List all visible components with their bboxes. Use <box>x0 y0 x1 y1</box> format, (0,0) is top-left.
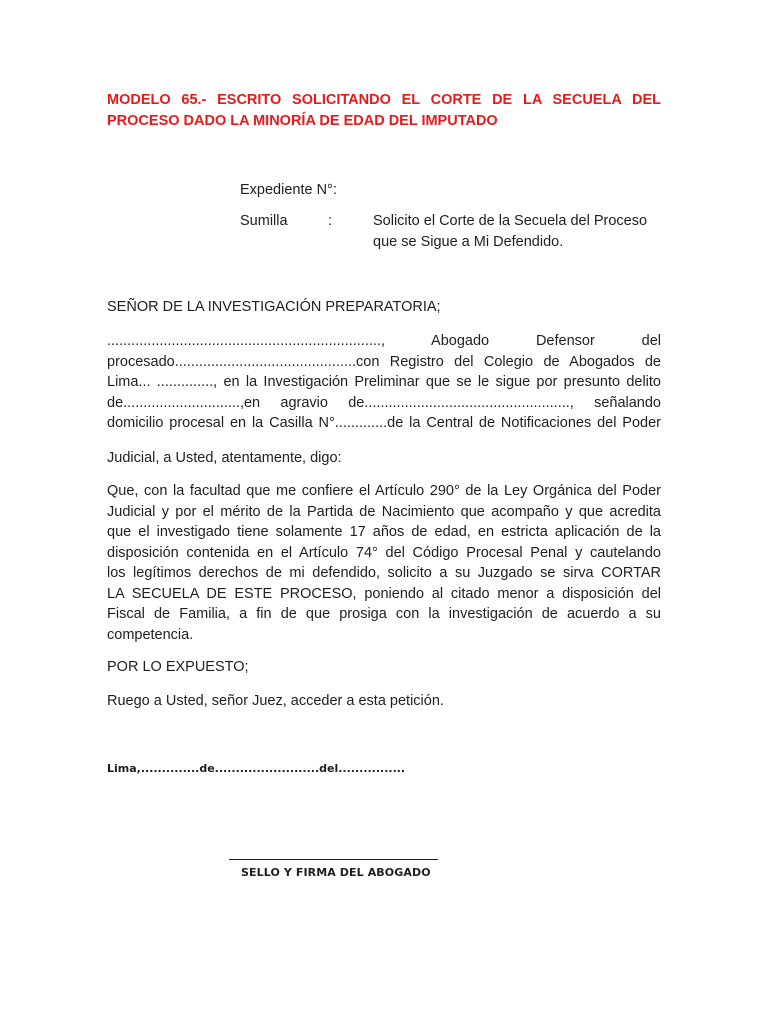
paragraph-line: procesado.............................................con Registro del Colegio de Abogados de <box>107 353 661 370</box>
paragraph-line: domicilio procesal en la Casilla N°.............de la Central de Notificaciones del Poder <box>107 415 661 431</box>
sumilla-label: Sumilla <box>240 213 288 229</box>
sumilla-value-line: que se Sigue a Mi Defendido. <box>373 234 564 250</box>
intro-paragraph-end: Judicial, a Usted, atentamente, digo: <box>107 450 342 466</box>
intro-paragraph <box>107 331 661 434</box>
paragraph-line: LA SECUELA DE ESTE PROCESO, poniendo al citado menor a disposición del <box>107 585 661 602</box>
paragraph-line: Fiscal de Familia, a fin de que prosiga con la investigación de acuerdo a su <box>107 606 661 622</box>
paragraph-line: Que, con la facultad que me confiere el Artículo 290° de la Ley Orgánica del Poder <box>107 483 661 499</box>
por-lo-expuesto: POR LO EXPUESTO; <box>107 659 249 675</box>
title-line: MODELO 65.- ESCRITO SOLICITANDO EL CORTE DE LA SECUELA DEL <box>107 92 661 108</box>
paragraph-line: de.............................,en agravio de..................................................., señalando <box>107 394 661 411</box>
paragraph-line: Lima... .............., en la Investigación Preliminar que se le sigue por presunto delito <box>107 374 661 390</box>
expediente-label: Expediente N°: <box>240 182 337 198</box>
signature-label: SELLO Y FIRMA DEL ABOGADO <box>241 866 431 879</box>
signature-rule <box>229 859 438 860</box>
paragraph-line: competencia. <box>107 626 194 643</box>
paragraph-line: Judicial y por el mérito de la Partida de Nacimiento que acompaño y que acredita <box>107 503 661 520</box>
title-line: PROCESO DADO LA MINORÍA DE EDAD DEL IMPUTADO <box>107 113 498 129</box>
sumilla-value-line: Solicito el Corte de la Secuela del Proceso <box>373 213 648 229</box>
paragraph-line: los legítimos derechos de mi defendido, solicito a su Juzgado se sirva CORTAR <box>107 565 661 581</box>
body-paragraph <box>107 481 661 645</box>
paragraph-line: que el investigado tiene solamente 17 años de edad, en estricta aplicación de la <box>107 524 661 540</box>
petition-line: Ruego a Usted, señor Juez, acceder a esta petición. <box>107 693 444 709</box>
date-line: Lima,..............de.........................del................ <box>107 762 406 775</box>
sumilla-colon: : <box>328 213 333 229</box>
salutation: SEÑOR DE LA INVESTIGACIÓN PREPARATORIA; <box>107 299 441 315</box>
paragraph-line: disposición contenida en el Artículo 74° del Código Procesal Penal y cautelando <box>107 544 661 561</box>
paragraph-line: ...................................................................., Abogado Defensor del <box>107 333 661 349</box>
sumilla-value <box>373 211 673 253</box>
document-title <box>107 90 661 132</box>
